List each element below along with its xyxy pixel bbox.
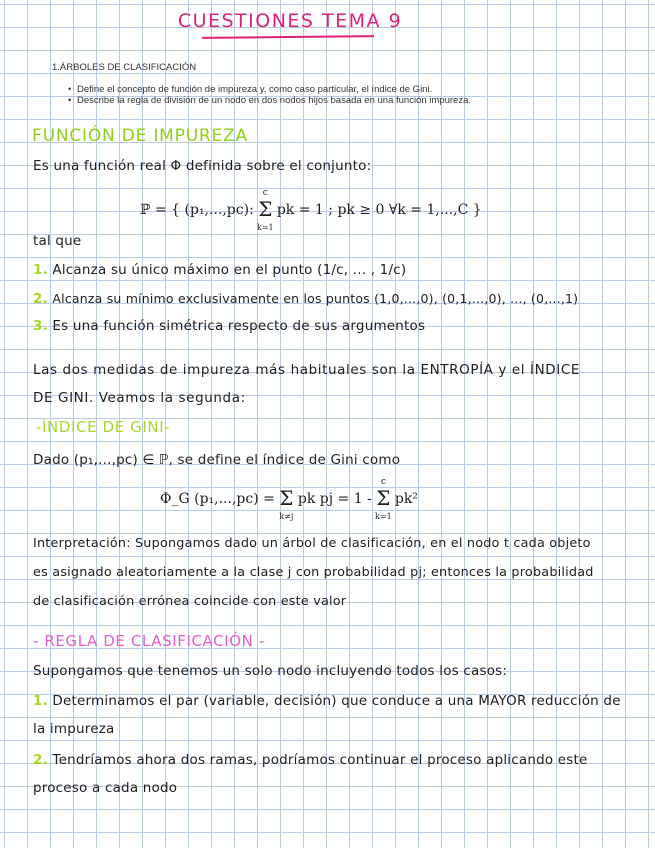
step-1	[33, 693, 621, 709]
tal-que: tal que	[33, 233, 82, 249]
printed-bullet-1: • Define el concepto de función de impureza y, como caso particular, el índice de Gini.	[77, 84, 432, 95]
interpretation-line-1: Interpretación: Supongamos dado un árbol de clasificación, en el nodo t cada objeto	[33, 536, 591, 551]
step-text: Determinamos el par (variable, decisión) que conduce a una MAYOR reducción de	[52, 693, 621, 709]
measures-line-2: DE GINI. Veamos la segunda:	[33, 390, 246, 406]
gini-rhs: pk²	[394, 491, 418, 507]
step-text: Tendríamos ahora dos ramas, podríamos continuar el proceso aplicando este	[52, 752, 588, 768]
set-definition	[140, 188, 482, 232]
sum-icon: Σ k≠j	[279, 486, 294, 521]
property-2	[33, 291, 578, 307]
step-number: 1.	[33, 693, 48, 709]
gini-lhs: Φ_G (p₁,...,pc) =	[160, 491, 275, 507]
section-heading-impureza: FUNCIÓN DE IMPUREZA	[32, 126, 248, 146]
property-text: Alcanza su único máximo en el punto (1/c, ... , 1/c)	[52, 262, 407, 278]
set-lhs: ℙ = { (p₁,...,pc):	[140, 202, 254, 218]
step-number: 2.	[33, 752, 48, 768]
impureza-intro: Es una función real Φ definida sobre el conjunto:	[33, 158, 372, 174]
section-heading-gini: -ÍNDICE DE GINI-	[36, 418, 171, 436]
property-text: Es una función simétrica respecto de sus argumentos	[52, 318, 426, 334]
property-number: 2.	[33, 291, 48, 307]
gini-formula	[160, 477, 418, 521]
gini-middle: pk pj = 1 -	[297, 491, 372, 507]
section-heading-regla: - REGLA DE CLASIFICACIÓN -	[33, 632, 265, 650]
sum-icon: c Σ k=1	[375, 477, 392, 521]
property-3	[33, 318, 425, 334]
sum-icon: c Σ k=1	[257, 188, 274, 232]
step-2	[33, 752, 588, 768]
property-number: 3.	[33, 318, 48, 334]
step-1-continued: la impureza	[33, 721, 115, 737]
gini-definition: Dado (p₁,...,pc) ∈ ℙ, se define el índice de Gini como	[33, 452, 401, 468]
step-2-continued: proceso a cada nodo	[33, 780, 178, 796]
interpretation-line-2: es asignado aleatoriamente a la clase j con probabilidad pj; entonces la probabilidad	[33, 565, 594, 580]
property-text: Alcanza su mínimo exclusivamente en los puntos (1,0,...,0), (0,1,...,0), ..., (0,...,1)	[52, 291, 579, 306]
interpretation-line-3: de clasificación errónea coincide con este valor	[33, 594, 347, 609]
set-rhs: pk = 1 ; pk ≥ 0 ∀k = 1,...,C }	[276, 202, 482, 218]
property-number: 1.	[33, 262, 48, 278]
measures-line-1: Las dos medidas de impureza más habituales son la ENTROPÍA y el ÍNDICE	[33, 362, 581, 378]
printed-heading: 1.ÁRBOLES DE CLASIFICACIÓN	[52, 62, 197, 73]
title-underline	[202, 35, 374, 39]
property-1	[33, 262, 406, 278]
printed-bullet-2: • Describe la regla de división de un nodo en dos nodos hijos basada en una función impureza.	[77, 95, 471, 106]
page-title: CUESTIONES TEMA 9	[177, 10, 403, 32]
regla-intro: Supongamos que tenemos un solo nodo incluyendo todos los casos:	[33, 663, 508, 679]
